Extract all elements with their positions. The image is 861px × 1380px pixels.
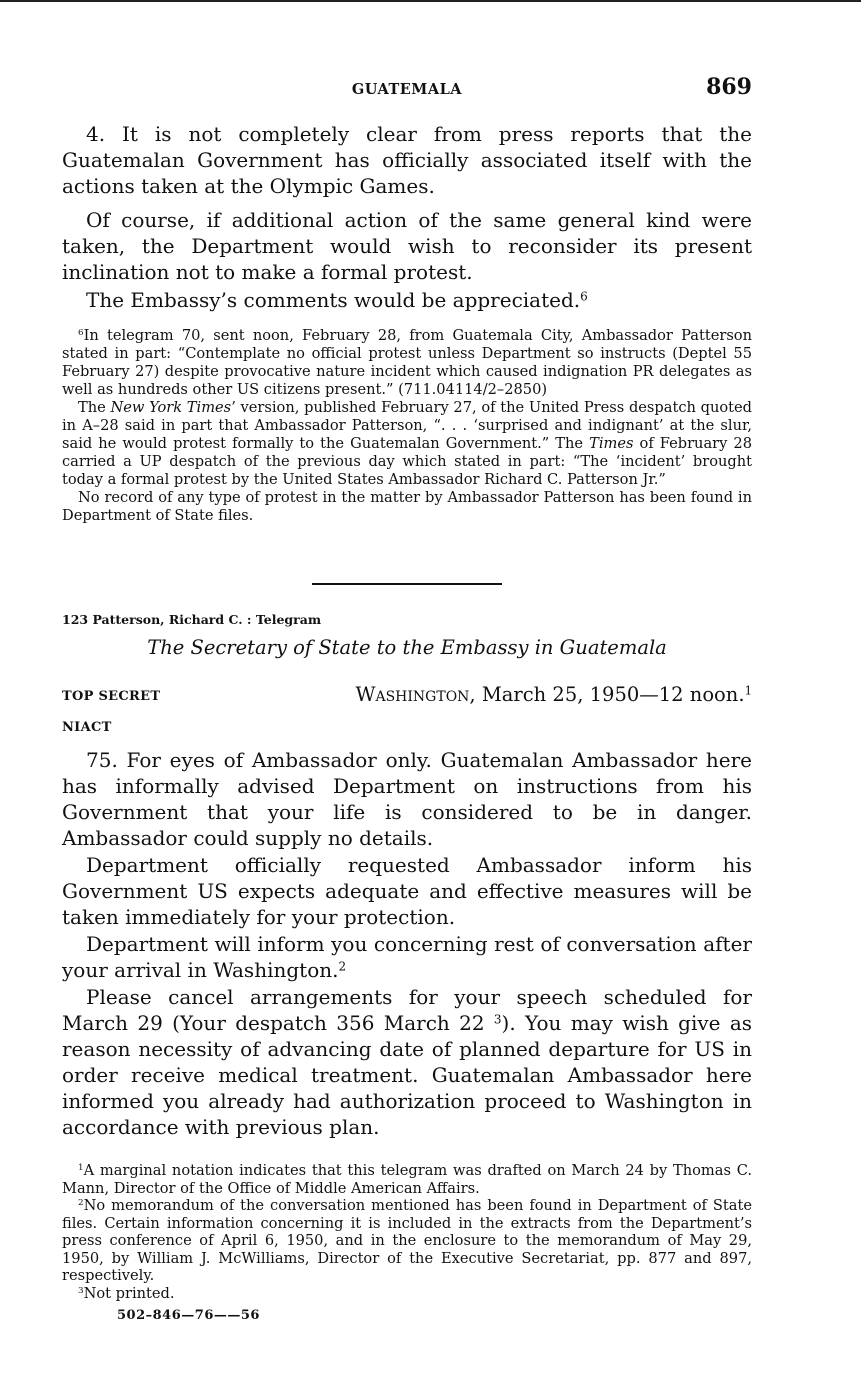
dateline-city: Washington, bbox=[355, 683, 476, 706]
footnote-ref-6: 6 bbox=[580, 289, 588, 304]
intro-paragraph-2: Of course, if additional action of the same general kind were taken, the Department would wish to reconsider its present inclination not to make a formal protest. bbox=[62, 208, 752, 284]
footnote-3-marker: 3 bbox=[78, 1285, 84, 1296]
dateline bbox=[355, 683, 752, 706]
footnote-3-text: Not printed. bbox=[83, 1284, 175, 1302]
precedence: NIACT bbox=[62, 720, 112, 735]
dateline-date: March 25, 1950—12 noon. bbox=[475, 683, 745, 706]
footnote-2 bbox=[62, 1197, 752, 1285]
footnotes bbox=[62, 1162, 752, 1302]
section-divider bbox=[312, 583, 502, 585]
telegram-paragraph-1: 75. For eyes of Ambassador only. Guatemalan Ambassador here has informally advised Department on instructions from his Government that your life is considered to be in danger. Ambassador could supply no details. bbox=[62, 748, 752, 850]
footnote-ref-1: 1 bbox=[744, 683, 752, 698]
footnote-6-marker: 6 bbox=[78, 328, 84, 339]
footnote-6 bbox=[62, 327, 752, 525]
file-reference: 123 Patterson, Richard C. : Telegram bbox=[62, 612, 322, 627]
telegram-body bbox=[62, 747, 752, 1141]
footnote-2-text: No memorandum of the conversation mentioned has been found in Department of State files. Certain information concerning it is included in the extracts from the Department’s press conference of April 6, 1950, and in the enclosure to the memorandum of May 29, 1950, by William J. McWilliams, Director of the Executive Secretariat, pp. 877 and 897, respectively. bbox=[62, 1197, 752, 1284]
classification: TOP SECRET bbox=[62, 689, 161, 704]
footnote-3 bbox=[62, 1285, 752, 1303]
footnote-ref-2: 2 bbox=[338, 959, 347, 974]
footnote-6-nyt-title: New York Times bbox=[110, 399, 232, 416]
telegram-paragraph-4-text-a: Please cancel arrangements for your speech scheduled for March 29 (Your despatch 356 March 22 bbox=[62, 985, 752, 1035]
intro-section bbox=[62, 121, 752, 321]
footnote-6-para-2 bbox=[62, 399, 752, 489]
intro-paragraph-3 bbox=[62, 287, 752, 313]
footnote-1 bbox=[62, 1162, 752, 1197]
footnote-ref-3: 3 bbox=[493, 1012, 502, 1027]
document-title: The Secretary of State to the Embassy in Guatemala bbox=[147, 636, 667, 659]
footnote-6-para-1 bbox=[62, 327, 752, 399]
footnote-2-marker: 2 bbox=[78, 1198, 84, 1209]
footnote-1-text: A marginal notation indicates that this telegram was drafted on March 24 by Thomas C. Mann, Director of the Office of Middle American Affairs. bbox=[62, 1162, 752, 1197]
footnote-1-marker: 1 bbox=[78, 1163, 84, 1174]
print-code: 502–846—76——56 bbox=[117, 1308, 260, 1323]
running-title: GUATEMALA bbox=[351, 81, 463, 98]
telegram-paragraph-3-text: Department will inform you concerning rest of conversation after your arrival in Washington. bbox=[62, 932, 752, 982]
telegram-paragraph-4 bbox=[62, 984, 752, 1140]
intro-paragraph-1: 4. It is not completely clear from press reports that the Guatemalan Government has officially associated itself with the actions taken at the Olympic Games. bbox=[62, 122, 752, 198]
intro-closing-text: The Embassy’s comments would be appreciated. bbox=[86, 288, 581, 312]
footnote-6-times-title: Times bbox=[589, 435, 634, 452]
telegram-paragraph-4-text-b: ). You may wish give as reason necessity of advancing date of planned departure for US in order receive medical treatment. Guatemalan Ambassador here informed you already had authorization proceed to Washington in accordance with previous plan. bbox=[62, 1011, 753, 1139]
footnote-6-text-2b: ’ version, published February 27, of the United Press despatch quoted in A–28 said in part that Ambassador Patterson, “. . . ‘surprised and indignant’ at the slur, said he would protest formally to the Guatemalan Government.” The bbox=[62, 399, 752, 452]
footnote-6-text-2c: of February 28 carried a UP despatch of the previous day which stated in part: “The ‘incident’ brought today a formal protest by the United States Ambassador Richard C. Patterson Jr.” bbox=[62, 435, 752, 488]
footnote-6-text-2a: The bbox=[78, 399, 111, 416]
footnote-6-text-1: In telegram 70, sent noon, February 28, from Guatemala City, Ambassador Patterson stated in part: “Contemplate no official protest unless Department so instructs (Deptel 55 February 27) despite provocative nature incident which caused indignation PR delegates as well as hundreds other US citizens present.” (711.04114/2–2850) bbox=[62, 327, 752, 398]
telegram-paragraph-3 bbox=[62, 931, 752, 983]
footnote-6-para-3: No record of any type of protest in the matter by Ambassador Patterson has been found in Department of State files. bbox=[62, 489, 752, 524]
page-number: 869 bbox=[706, 74, 752, 100]
telegram-paragraph-2: Department officially requested Ambassador inform his Government US expects adequate and effective measures will be taken immediately for your protection. bbox=[62, 853, 752, 929]
top-rule bbox=[0, 0, 861, 2]
running-header bbox=[62, 74, 752, 102]
